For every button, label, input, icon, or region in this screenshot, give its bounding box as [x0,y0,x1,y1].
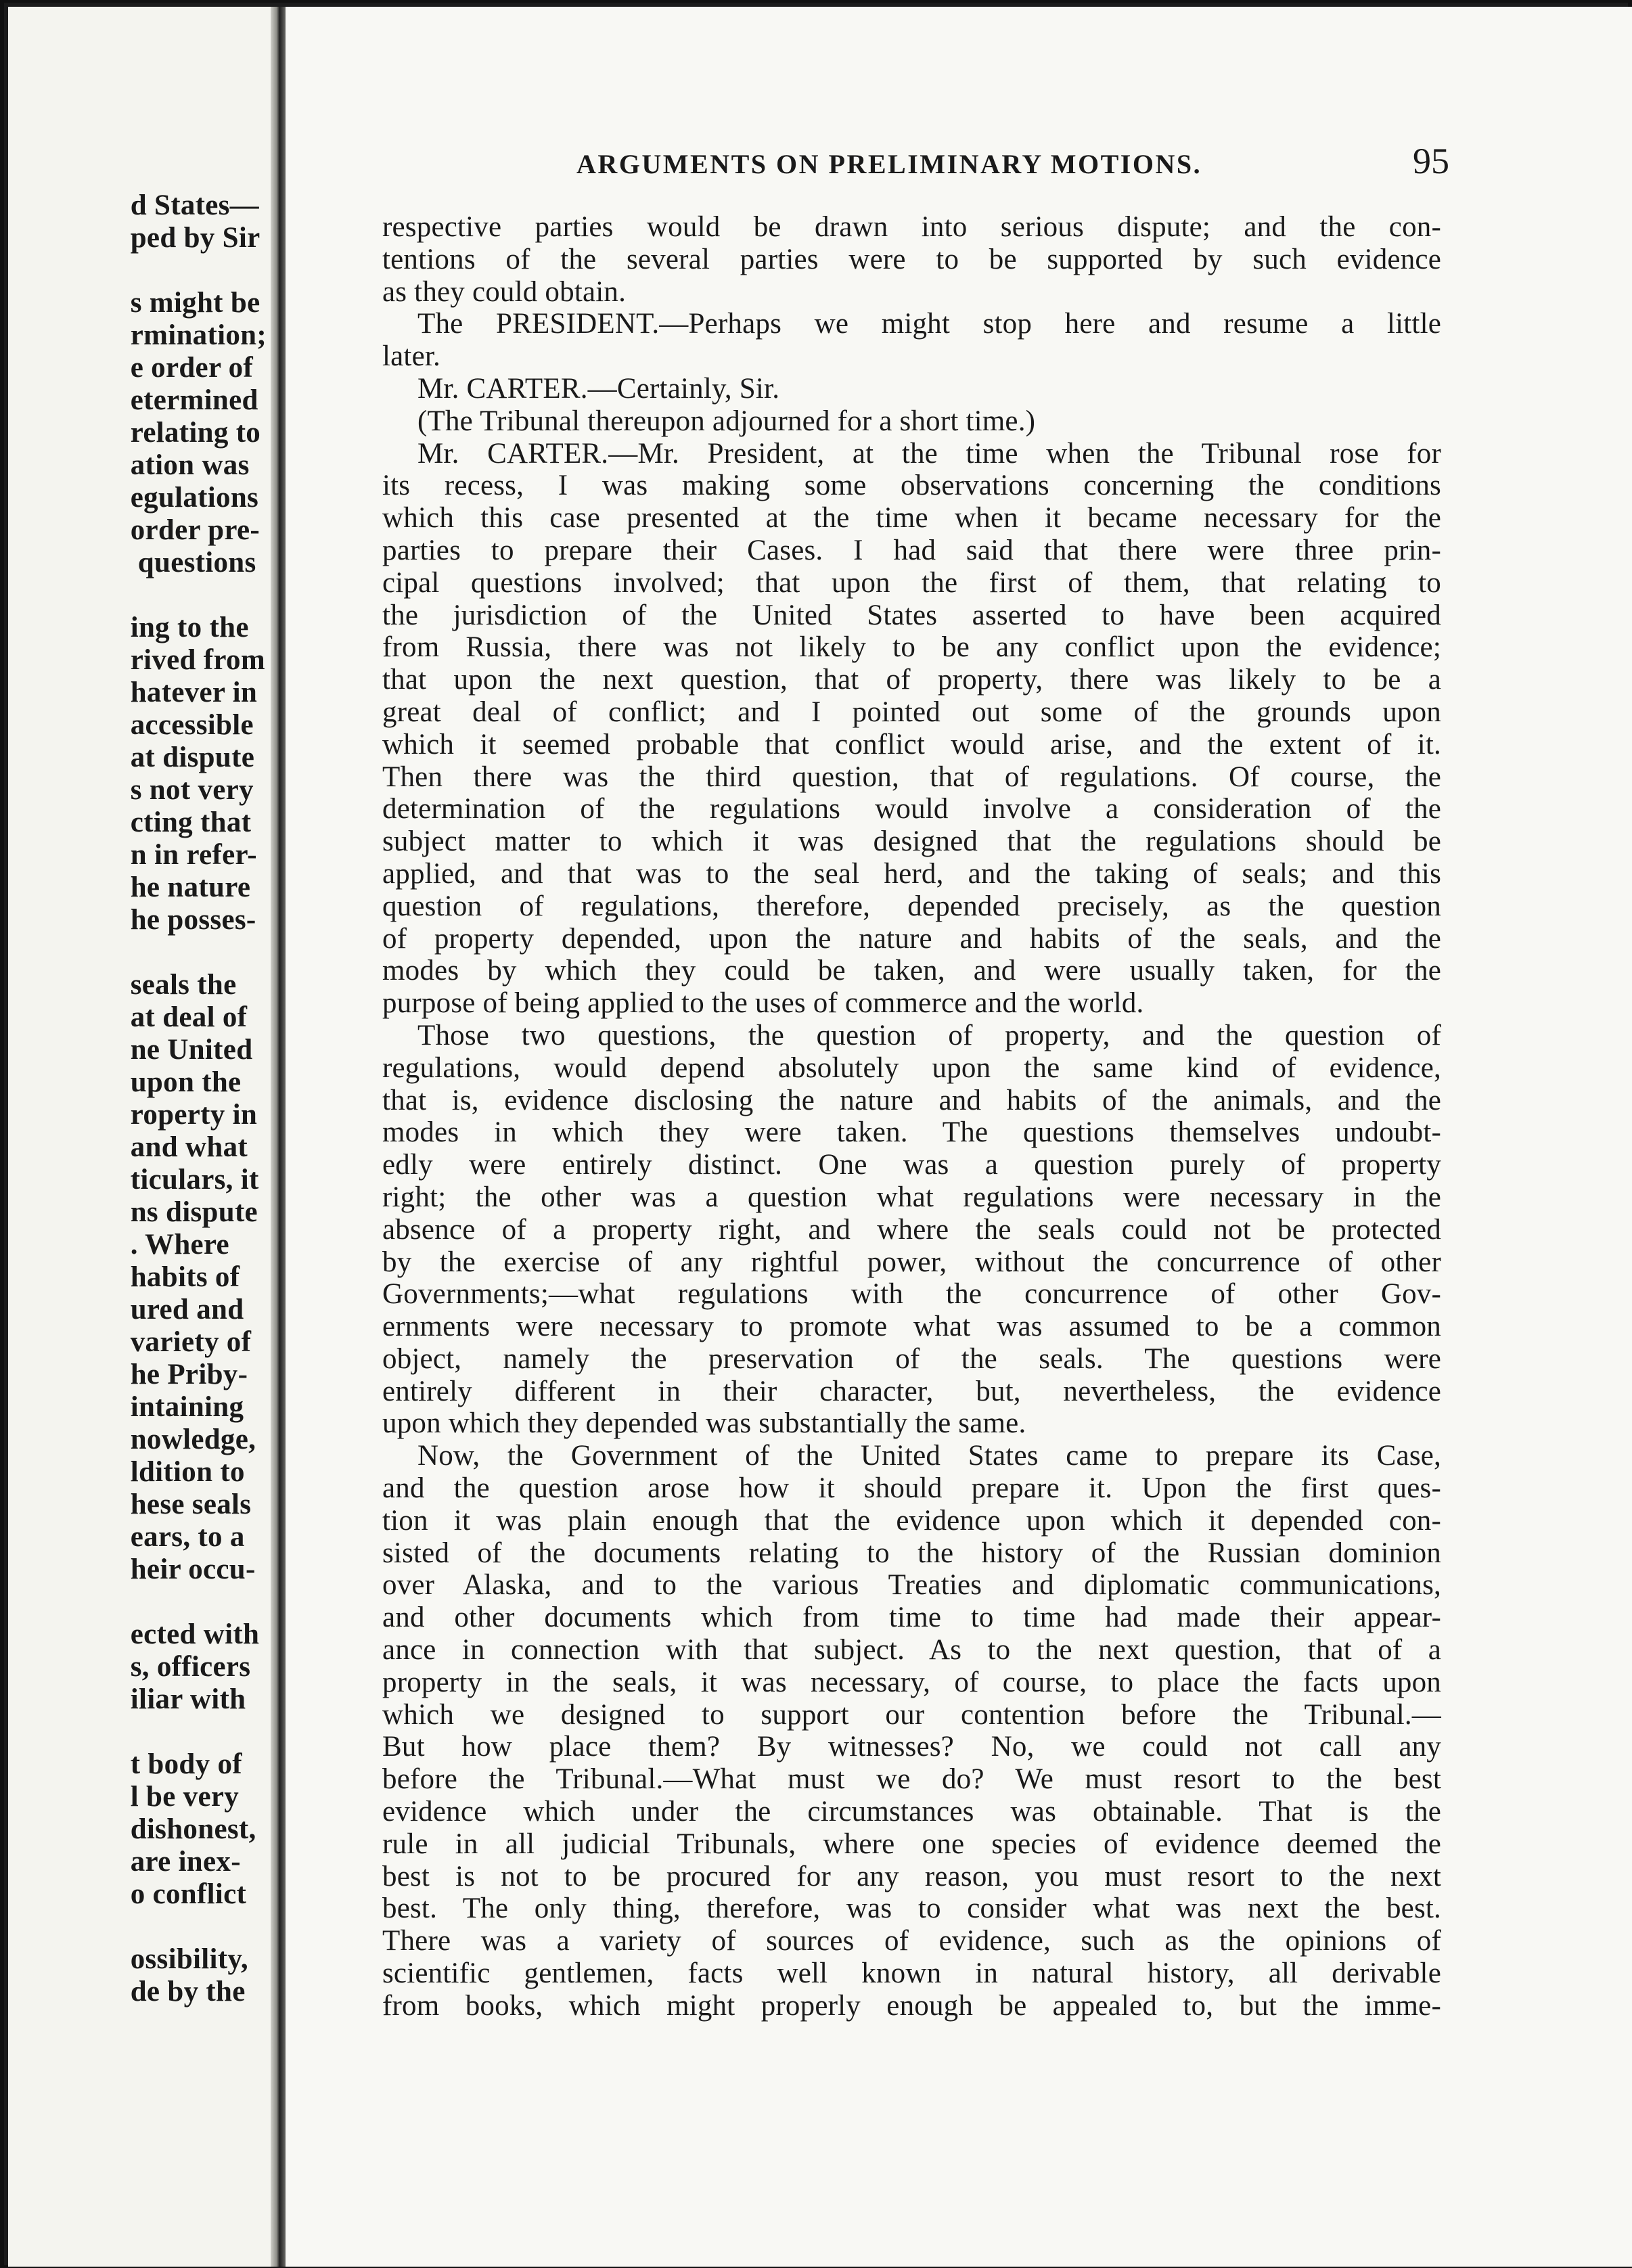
text-line: of property depended, upon the nature and habits of the seals, and the [382,922,1441,955]
left-fragment-line: de by the [130,1976,246,2008]
left-fragment-line: s might be [130,287,260,319]
left-fragment-line: upon the [130,1066,242,1098]
left-fragment-line: roperty in [130,1099,258,1131]
left-fragment-line [131,1911,267,1943]
text-line: tion it was plain enough that the evidence upon which it depended con- [382,1504,1441,1537]
left-fragment-line [131,1716,267,1748]
left-fragment-line: variety of [130,1326,252,1358]
text-line: best is not to be procured for any reason, you must resort to the next [382,1860,1441,1892]
text-line: right; the other was a question what regulations were necessary in the [382,1181,1441,1213]
text-line: object, namely the preservation of the seals. The questions were [382,1342,1441,1375]
right-page [286,7,1632,2267]
left-fragment-line: at dispute [130,742,255,773]
text-line: (The Tribunal thereupon adjourned for a short time.) [417,405,1036,437]
text-line: edly were entirely distinct. One was a question purely of property [382,1149,1441,1181]
left-fragment-line: ne United [130,1034,253,1066]
left-fragment-line: ation was [130,449,250,481]
text-line: upon which they depended was substantially the same. [382,1407,1026,1440]
text-line: and the question arose how it should prepare it. Upon the first ques- [382,1472,1441,1505]
text-line: and other documents which from time to time had made their appear- [382,1602,1441,1634]
left-fragment-line: and what [130,1131,248,1163]
text-line: determination of the regulations would involve a consideration of the [382,793,1441,825]
left-fragment-line [131,254,267,287]
text-line: that upon the next question, that of property, there was likely to be a [382,664,1441,696]
left-fragment-line: ldition to [130,1456,245,1488]
left-fragment-line: etermined [130,384,258,416]
text-line: rule in all judicial Tribunals, where one species of evidence deemed the [382,1828,1441,1860]
running-head [279,141,1449,186]
text-line: purpose of being applied to the uses of commerce and the world. [382,987,1144,1020]
running-title: ARGUMENTS ON PRELIMINARY MOTIONS. [576,149,1202,179]
text-line: ernments were necessary to promote what was assumed to be a common [382,1311,1441,1343]
left-fragment-line [131,579,267,612]
left-fragment-line: o conflict [130,1878,247,1910]
left-fragment-line: he Priby- [130,1359,248,1390]
left-fragment-line: he nature [130,871,251,903]
left-page-text-column [131,189,267,2008]
text-line: But how place them? By witnesses? No, we could not call any [382,1731,1441,1763]
left-fragment-line [131,1586,267,1618]
text-line: question of regulations, therefore, depended precisely, as the question [382,890,1441,922]
left-fragment-line: at deal of [130,1001,248,1033]
text-line: its recess, I was making some observations concerning the conditions [382,470,1441,502]
left-fragment-line: l be very [130,1781,240,1813]
text-line: sisted of the documents relating to the history of the Russian dominion [382,1537,1441,1569]
text-line: The PRESIDENT.—Perhaps we might stop here and resume a little [417,308,1441,340]
text-line: cipal questions involved; that upon the first of them, that relating to [382,566,1441,599]
left-fragment-line: rmination; [130,319,267,351]
text-line: Mr. CARTER.—Mr. President, at the time when the Tribunal rose for [417,437,1441,470]
text-line: by the exercise of any rightful power, without the concurrence of other [382,1246,1441,1278]
left-fragment-line: n in refer- [130,839,257,871]
left-fragment-line: hese seals [130,1489,252,1520]
left-page-fragment [8,7,271,2267]
text-line: There was a variety of sources of evidence, such as the opinions of [382,1925,1441,1957]
left-fragment-line: ossibility, [130,1943,248,1975]
text-line: Now, the Government of the United States came to prepare its Case, [417,1440,1441,1472]
text-line: later. [382,340,440,373]
left-fragment-line: ured and [130,1294,244,1325]
text-line: which this case presented at the time when it became necessary for the [382,502,1441,535]
left-fragment-line: s not very [130,774,254,806]
text-line: which it seemed probable that conflict would arise, and the extent of it. [382,728,1441,761]
text-line: respective parties would be drawn into serious dispute; and the con- [382,211,1441,243]
left-fragment-line: ns dispute [130,1196,258,1228]
book-gutter [271,7,286,2267]
text-line: as they could obtain. [382,275,627,308]
text-line: the jurisdiction of the United States asserted to have been acquired [382,599,1441,631]
text-line: scientific gentlemen, facts well known in natural history, all derivable [382,1957,1441,1990]
left-fragment-line: he posses- [130,904,256,936]
left-fragment-line: cting that [130,807,252,838]
text-line: Then there was the third question, that of regulations. Of course, the [382,761,1441,793]
body-text [382,211,1441,2022]
text-line: Governments;—what regulations with the concurrence of other Gov- [382,1278,1441,1311]
left-fragment-line [131,936,267,969]
left-fragment-line: . Where [130,1229,229,1261]
text-line: from books, which might properly enough be appealed to, but the imme- [382,1989,1441,2022]
text-line: Mr. CARTER.—Certainly, Sir. [417,372,780,405]
text-line: which we designed to support our contention before the Tribunal.— [382,1698,1441,1731]
page-number: 95 [1413,141,1449,181]
left-fragment-line: dishonest, [130,1813,256,1845]
text-line: subject matter to which it was designed that the regulations should be [382,825,1441,858]
text-line: over Alaska, and to the various Treaties and diplomatic communications, [382,1569,1441,1602]
text-line: great deal of conflict; and I pointed out some of the grounds upon [382,696,1441,728]
text-line: entirely different in their character, but, nevertheless, the evidence [382,1375,1441,1407]
text-line: ance in connection with that subject. As to the next question, that of a [382,1634,1441,1666]
left-fragment-line: heir occu- [130,1553,256,1585]
left-fragment-line: t body of [130,1748,242,1780]
text-line: evidence which under the circumstances was obtainable. That is the [382,1796,1441,1828]
left-fragment-line: d States— [130,189,259,221]
left-fragment-line: ears, to a [130,1521,245,1553]
left-fragment-line: rived from [130,644,265,676]
left-fragment-line: iliar with [130,1683,246,1715]
left-fragment-line: s, officers [130,1651,251,1683]
left-fragment-line: seals the [130,969,237,1001]
text-line: property in the seals, it was necessary, of course, to place the facts upon [382,1666,1441,1698]
left-fragment-line: ticulars, it [130,1164,259,1196]
left-fragment-line: habits of [130,1261,240,1293]
left-fragment-line: ected with [130,1618,260,1650]
text-line: modes by which they could be taken, and were usually taken, for the [382,955,1441,987]
left-fragment-line: intaining [130,1391,244,1423]
text-line: Those two questions, the question of property, and the question of [417,1019,1441,1051]
left-fragment-line: questions [130,547,256,579]
left-fragment-line: hatever in [130,677,258,708]
text-line: from Russia, there was not likely to be any conflict upon the evidence; [382,631,1441,664]
text-line: modes in which they were taken. The questions themselves undoubt- [382,1116,1441,1149]
left-fragment-line: e order of [130,352,254,384]
left-fragment-line: ped by Sir [130,222,260,254]
left-fragment-line: ing to the [130,612,249,643]
text-line: that is, evidence disclosing the nature and habits of the animals, and the [382,1084,1441,1116]
text-line: best. The only thing, therefore, was to consider what was next the best. [382,1892,1441,1925]
text-line: applied, and that was to the seal herd, and the taking of seals; and this [382,857,1441,890]
text-line: regulations, would depend absolutely upon the same kind of evidence, [382,1051,1441,1084]
scanned-spread [4,3,1628,2265]
left-fragment-line: egulations [130,482,259,514]
left-fragment-line: order pre- [130,514,260,546]
text-line: parties to prepare their Cases. I had said that there were three prin- [382,534,1441,566]
text-line: tentions of the several parties were to be supported by such evidence [382,243,1441,275]
left-fragment-line: accessible [130,709,254,741]
left-fragment-line: relating to [130,417,261,449]
text-line: before the Tribunal.—What must we do? We must resort to the best [382,1763,1441,1796]
text-line: absence of a property right, and where the seals could not be protected [382,1213,1441,1246]
left-fragment-line: are inex- [130,1846,241,1878]
left-fragment-line: nowledge, [130,1424,256,1455]
